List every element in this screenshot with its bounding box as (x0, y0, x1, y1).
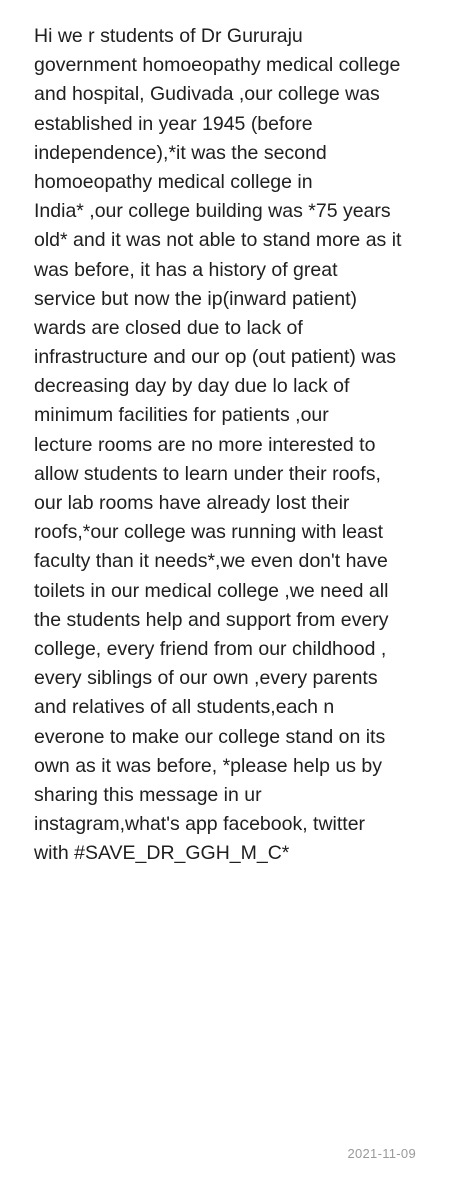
message-line: was before, it has a history of great (34, 258, 338, 281)
message-line: sharing this message in ur (34, 783, 262, 806)
message-line: India* ,our college building was *75 years (34, 200, 391, 223)
message-line: decreasing day by day due lo lack of (34, 375, 350, 398)
message-line: instagram,what's app facebook, twitter (34, 813, 366, 836)
message-line: our lab rooms have already lost their (34, 492, 350, 514)
message-body (34, 22, 434, 868)
message-line: everone to make our college stand on its (34, 725, 386, 748)
message-line: and relatives of all students,each n (34, 696, 335, 719)
message-line: the students help and support from every (34, 608, 389, 631)
message-line: minimum facilities for patients ,our (34, 404, 329, 427)
message-line: wards are closed due to lack of (34, 316, 303, 339)
message-line: established in year 1945 (before (34, 112, 313, 135)
message-line: faculty than it needs*,we even don't have (34, 550, 388, 573)
message-line: allow students to learn under their roofs, (34, 462, 381, 485)
message-line: old* and it was not able to stand more as it (34, 229, 402, 252)
message-line: government homoeopathy medical college (34, 54, 401, 77)
message-line: toilets in our medical college ,we need all (34, 579, 389, 602)
message-line: college, every friend from our childhood , (34, 637, 387, 660)
message-timestamp: 2021-11-09 (347, 1146, 416, 1161)
message-line: with #SAVE_DR_GGH_M_C* (34, 842, 290, 865)
message-line: infrastructure and our op (out patient) was (34, 346, 397, 369)
message-line: independence),*it was the second (34, 141, 327, 164)
message-line: and hospital, Gudivada ,our college was (34, 83, 380, 106)
message-line: service but now the ip(inward patient) (34, 287, 357, 310)
message-line: roofs,*our college was running with least (34, 521, 384, 544)
message-line: every siblings of our own ,every parents (34, 667, 378, 690)
message-line: lecture rooms are no more interested to (34, 433, 376, 456)
message-line: Hi we r students of Dr Gururaju (34, 25, 303, 47)
message-line: own as it was before, *please help us by (34, 754, 382, 777)
message-line: homoeopathy medical college in (34, 170, 313, 193)
